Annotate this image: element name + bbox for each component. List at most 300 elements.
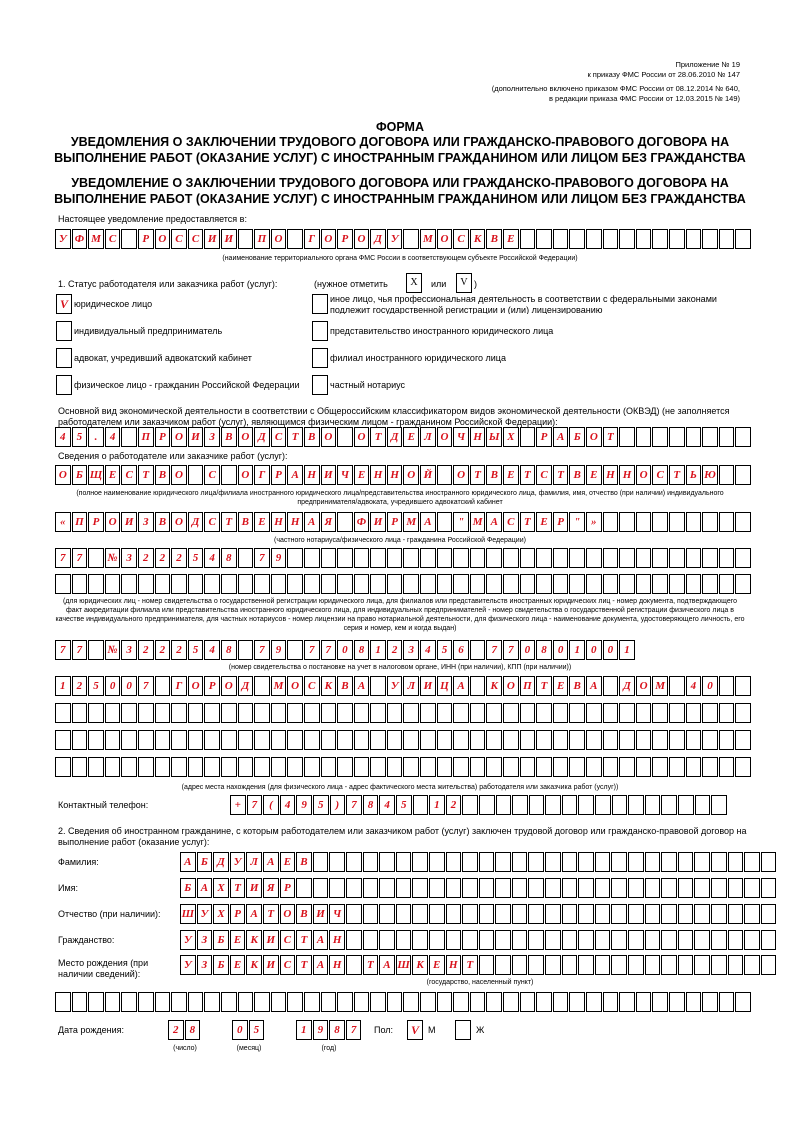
char-cell[interactable]: Д (619, 676, 635, 696)
char-cell[interactable]: М (652, 676, 668, 696)
char-cell[interactable] (569, 574, 585, 594)
char-cell[interactable] (155, 703, 171, 723)
char-cell[interactable] (171, 992, 187, 1012)
char-cell[interactable] (420, 548, 436, 568)
surname-grid[interactable] (180, 852, 777, 872)
char-cell[interactable]: П (520, 676, 536, 696)
char-cell[interactable] (611, 904, 627, 924)
char-cell[interactable]: 7 (55, 640, 71, 660)
char-cell[interactable] (387, 548, 403, 568)
char-cell[interactable]: 9 (313, 1020, 329, 1040)
char-cell[interactable] (744, 904, 760, 924)
char-cell[interactable]: Ч (453, 427, 469, 447)
char-cell[interactable]: Н (619, 465, 635, 485)
char-cell[interactable] (603, 512, 619, 532)
char-cell[interactable] (171, 730, 187, 750)
char-cell[interactable] (719, 676, 735, 696)
char-cell[interactable] (155, 757, 171, 777)
char-cell[interactable] (88, 757, 104, 777)
char-cell[interactable] (711, 878, 727, 898)
char-cell[interactable]: В (155, 465, 171, 485)
char-cell[interactable]: Н (329, 955, 345, 975)
char-cell[interactable] (287, 229, 303, 249)
char-cell[interactable] (254, 757, 270, 777)
char-cell[interactable]: 2 (138, 548, 154, 568)
char-cell[interactable] (287, 548, 303, 568)
char-cell[interactable]: 7 (346, 1020, 362, 1040)
employer-reg-grid[interactable] (55, 548, 752, 568)
char-cell[interactable] (486, 757, 502, 777)
char-cell[interactable]: 4 (204, 548, 220, 568)
char-cell[interactable]: Б (197, 852, 213, 872)
char-cell[interactable] (105, 574, 121, 594)
char-cell[interactable]: 8 (221, 548, 237, 568)
char-cell[interactable]: И (370, 512, 386, 532)
char-cell[interactable] (479, 930, 495, 950)
char-cell[interactable]: 2 (155, 640, 171, 660)
char-cell[interactable] (694, 878, 710, 898)
char-cell[interactable] (429, 878, 445, 898)
char-cell[interactable]: Е (254, 512, 270, 532)
char-cell[interactable]: . (88, 427, 104, 447)
char-cell[interactable] (188, 992, 204, 1012)
char-cell[interactable] (711, 795, 727, 815)
char-cell[interactable]: 8 (329, 1020, 345, 1040)
char-cell[interactable] (661, 878, 677, 898)
char-cell[interactable]: А (263, 852, 279, 872)
char-cell[interactable]: Д (254, 427, 270, 447)
char-cell[interactable] (578, 955, 594, 975)
checkbox-individual-entrepreneur[interactable] (56, 321, 72, 341)
char-cell[interactable]: К (246, 930, 262, 950)
char-cell[interactable] (387, 703, 403, 723)
char-cell[interactable] (420, 730, 436, 750)
char-cell[interactable]: Д (188, 512, 204, 532)
char-cell[interactable]: 9 (271, 548, 287, 568)
char-cell[interactable]: Е (105, 465, 121, 485)
char-cell[interactable] (612, 795, 628, 815)
char-cell[interactable]: И (188, 427, 204, 447)
char-cell[interactable] (495, 904, 511, 924)
char-cell[interactable]: Щ (88, 465, 104, 485)
char-cell[interactable]: Х (503, 427, 519, 447)
char-cell[interactable]: О (636, 676, 652, 696)
char-cell[interactable]: И (313, 904, 329, 924)
char-cell[interactable]: 0 (105, 676, 121, 696)
char-cell[interactable] (495, 930, 511, 950)
char-cell[interactable]: А (379, 955, 395, 975)
char-cell[interactable]: 1 (619, 640, 635, 660)
char-cell[interactable] (453, 730, 469, 750)
char-cell[interactable] (495, 852, 511, 872)
char-cell[interactable]: М (403, 512, 419, 532)
char-cell[interactable] (645, 930, 661, 950)
char-cell[interactable] (354, 703, 370, 723)
char-cell[interactable]: П (254, 229, 270, 249)
checkbox-individual-citizen[interactable] (56, 375, 72, 395)
char-cell[interactable]: К (412, 955, 428, 975)
char-cell[interactable] (545, 795, 561, 815)
char-cell[interactable] (346, 904, 362, 924)
char-cell[interactable]: 0 (121, 676, 137, 696)
char-cell[interactable] (254, 730, 270, 750)
char-cell[interactable] (669, 703, 685, 723)
char-cell[interactable] (669, 427, 685, 447)
char-cell[interactable] (536, 574, 552, 594)
char-cell[interactable] (453, 992, 469, 1012)
char-cell[interactable]: 2 (171, 548, 187, 568)
char-cell[interactable]: К (470, 229, 486, 249)
char-cell[interactable] (188, 465, 204, 485)
char-cell[interactable] (387, 574, 403, 594)
char-cell[interactable] (287, 640, 303, 660)
char-cell[interactable] (437, 730, 453, 750)
citizenship-grid[interactable] (180, 930, 777, 950)
char-cell[interactable] (453, 574, 469, 594)
char-cell[interactable] (636, 992, 652, 1012)
birthplace-grid[interactable] (180, 955, 777, 975)
char-cell[interactable]: 7 (247, 795, 263, 815)
char-cell[interactable]: 5 (437, 640, 453, 660)
char-cell[interactable]: 7 (138, 676, 154, 696)
char-cell[interactable]: К (246, 955, 262, 975)
char-cell[interactable] (702, 427, 718, 447)
char-cell[interactable] (719, 730, 735, 750)
char-cell[interactable] (595, 878, 611, 898)
char-cell[interactable] (728, 955, 744, 975)
char-cell[interactable] (370, 730, 386, 750)
char-cell[interactable] (719, 703, 735, 723)
char-cell[interactable]: 5 (188, 640, 204, 660)
char-cell[interactable] (512, 878, 528, 898)
char-cell[interactable] (545, 852, 561, 872)
char-cell[interactable]: Б (72, 465, 88, 485)
dob-day-grid[interactable] (168, 1020, 201, 1040)
char-cell[interactable] (603, 574, 619, 594)
char-cell[interactable]: Р (230, 904, 246, 924)
char-cell[interactable] (453, 703, 469, 723)
char-cell[interactable]: № (105, 640, 121, 660)
submitted-to-grid[interactable] (55, 229, 752, 249)
char-cell[interactable]: 9 (271, 640, 287, 660)
char-cell[interactable]: Е (536, 512, 552, 532)
char-cell[interactable] (536, 229, 552, 249)
char-cell[interactable] (702, 229, 718, 249)
employer-name-grid-1[interactable] (55, 465, 752, 485)
char-cell[interactable] (686, 574, 702, 594)
char-cell[interactable] (72, 730, 88, 750)
char-cell[interactable] (479, 795, 495, 815)
char-cell[interactable] (121, 757, 137, 777)
char-cell[interactable] (619, 427, 635, 447)
char-cell[interactable] (188, 730, 204, 750)
char-cell[interactable]: Д (238, 676, 254, 696)
char-cell[interactable] (702, 730, 718, 750)
char-cell[interactable]: Е (354, 465, 370, 485)
char-cell[interactable]: О (171, 512, 187, 532)
char-cell[interactable] (403, 574, 419, 594)
char-cell[interactable] (221, 574, 237, 594)
dob-year-grid[interactable] (296, 1020, 362, 1040)
char-cell[interactable] (761, 930, 777, 950)
sex-female-box[interactable] (455, 1020, 471, 1040)
char-cell[interactable] (669, 512, 685, 532)
char-cell[interactable] (669, 730, 685, 750)
char-cell[interactable]: О (188, 676, 204, 696)
char-cell[interactable] (536, 992, 552, 1012)
char-cell[interactable] (678, 930, 694, 950)
char-cell[interactable] (470, 703, 486, 723)
char-cell[interactable] (346, 852, 362, 872)
char-cell[interactable] (55, 574, 71, 594)
char-cell[interactable] (611, 878, 627, 898)
char-cell[interactable] (304, 757, 320, 777)
checkbox-lawyer[interactable] (56, 348, 72, 368)
char-cell[interactable]: 1 (569, 640, 585, 660)
char-cell[interactable] (595, 955, 611, 975)
char-cell[interactable] (363, 878, 379, 898)
char-cell[interactable]: О (155, 229, 171, 249)
char-cell[interactable]: 5 (88, 676, 104, 696)
char-cell[interactable] (238, 730, 254, 750)
char-cell[interactable]: 1 (429, 795, 445, 815)
char-cell[interactable]: Н (446, 955, 462, 975)
char-cell[interactable]: Т (296, 955, 312, 975)
char-cell[interactable] (711, 955, 727, 975)
char-cell[interactable]: З (197, 955, 213, 975)
char-cell[interactable] (337, 574, 353, 594)
char-cell[interactable]: И (321, 465, 337, 485)
char-cell[interactable] (636, 730, 652, 750)
char-cell[interactable]: О (403, 465, 419, 485)
char-cell[interactable]: Ю (702, 465, 718, 485)
char-cell[interactable]: 4 (204, 640, 220, 660)
char-cell[interactable]: Д (370, 229, 386, 249)
char-cell[interactable]: Ф (354, 512, 370, 532)
char-cell[interactable]: Т (669, 465, 685, 485)
char-cell[interactable] (661, 955, 677, 975)
char-cell[interactable] (520, 992, 536, 1012)
char-cell[interactable] (437, 757, 453, 777)
char-cell[interactable] (711, 904, 727, 924)
char-cell[interactable] (238, 574, 254, 594)
char-cell[interactable]: Т (520, 465, 536, 485)
char-cell[interactable] (719, 427, 735, 447)
employer-address-grid-4[interactable] (55, 757, 752, 777)
char-cell[interactable]: К (486, 676, 502, 696)
char-cell[interactable]: 2 (387, 640, 403, 660)
char-cell[interactable]: Т (230, 878, 246, 898)
char-cell[interactable] (652, 548, 668, 568)
checkbox-notary[interactable] (312, 375, 328, 395)
char-cell[interactable]: ) (330, 795, 346, 815)
char-cell[interactable] (636, 548, 652, 568)
char-cell[interactable] (354, 730, 370, 750)
char-cell[interactable]: Г (254, 465, 270, 485)
char-cell[interactable] (619, 992, 635, 1012)
char-cell[interactable] (569, 992, 585, 1012)
char-cell[interactable]: Ш (396, 955, 412, 975)
char-cell[interactable] (553, 757, 569, 777)
char-cell[interactable] (420, 992, 436, 1012)
char-cell[interactable] (686, 512, 702, 532)
char-cell[interactable] (694, 955, 710, 975)
char-cell[interactable] (188, 574, 204, 594)
char-cell[interactable]: А (313, 955, 329, 975)
char-cell[interactable] (603, 992, 619, 1012)
char-cell[interactable] (446, 930, 462, 950)
char-cell[interactable] (586, 229, 602, 249)
char-cell[interactable] (105, 730, 121, 750)
char-cell[interactable] (536, 548, 552, 568)
char-cell[interactable] (437, 992, 453, 1012)
char-cell[interactable] (652, 757, 668, 777)
char-cell[interactable] (645, 878, 661, 898)
char-cell[interactable] (603, 548, 619, 568)
char-cell[interactable]: М (470, 512, 486, 532)
char-cell[interactable] (329, 852, 345, 872)
char-cell[interactable] (520, 574, 536, 594)
char-cell[interactable]: Д (213, 852, 229, 872)
char-cell[interactable]: С (171, 229, 187, 249)
char-cell[interactable] (735, 730, 751, 750)
char-cell[interactable]: 7 (72, 548, 88, 568)
char-cell[interactable]: 0 (586, 640, 602, 660)
char-cell[interactable]: 4 (379, 795, 395, 815)
char-cell[interactable] (553, 992, 569, 1012)
char-cell[interactable] (545, 878, 561, 898)
char-cell[interactable] (238, 548, 254, 568)
char-cell[interactable] (470, 676, 486, 696)
char-cell[interactable] (586, 992, 602, 1012)
char-cell[interactable] (346, 955, 362, 975)
char-cell[interactable]: М (420, 229, 436, 249)
char-cell[interactable] (603, 703, 619, 723)
char-cell[interactable] (121, 229, 137, 249)
char-cell[interactable] (645, 955, 661, 975)
char-cell[interactable] (420, 703, 436, 723)
char-cell[interactable] (387, 730, 403, 750)
char-cell[interactable] (321, 730, 337, 750)
char-cell[interactable] (354, 574, 370, 594)
char-cell[interactable] (628, 904, 644, 924)
char-cell[interactable] (619, 229, 635, 249)
char-cell[interactable]: Б (180, 878, 196, 898)
char-cell[interactable] (520, 548, 536, 568)
char-cell[interactable] (486, 730, 502, 750)
char-cell[interactable]: 4 (280, 795, 296, 815)
char-cell[interactable] (370, 703, 386, 723)
char-cell[interactable] (719, 757, 735, 777)
char-cell[interactable]: О (321, 427, 337, 447)
char-cell[interactable]: О (586, 427, 602, 447)
char-cell[interactable]: Т (536, 676, 552, 696)
char-cell[interactable]: Е (280, 852, 296, 872)
char-cell[interactable] (462, 878, 478, 898)
char-cell[interactable] (287, 992, 303, 1012)
char-cell[interactable] (446, 852, 462, 872)
char-cell[interactable] (652, 574, 668, 594)
char-cell[interactable]: С (188, 229, 204, 249)
char-cell[interactable]: У (387, 229, 403, 249)
char-cell[interactable]: И (204, 229, 220, 249)
char-cell[interactable] (628, 930, 644, 950)
char-cell[interactable]: 3 (121, 548, 137, 568)
char-cell[interactable] (437, 574, 453, 594)
char-cell[interactable]: 2 (72, 676, 88, 696)
char-cell[interactable] (496, 795, 512, 815)
char-cell[interactable] (446, 904, 462, 924)
char-cell[interactable]: С (204, 465, 220, 485)
char-cell[interactable] (271, 992, 287, 1012)
char-cell[interactable] (304, 703, 320, 723)
char-cell[interactable] (379, 878, 395, 898)
char-cell[interactable] (595, 904, 611, 924)
char-cell[interactable]: А (313, 930, 329, 950)
char-cell[interactable]: К (321, 676, 337, 696)
char-cell[interactable]: В (238, 512, 254, 532)
char-cell[interactable] (354, 757, 370, 777)
char-cell[interactable]: С (204, 512, 220, 532)
char-cell[interactable] (520, 703, 536, 723)
char-cell[interactable] (486, 992, 502, 1012)
char-cell[interactable]: А (420, 512, 436, 532)
char-cell[interactable]: Т (263, 904, 279, 924)
char-cell[interactable]: Б (213, 955, 229, 975)
char-cell[interactable] (735, 992, 751, 1012)
char-cell[interactable]: О (238, 427, 254, 447)
char-cell[interactable] (735, 465, 751, 485)
char-cell[interactable] (121, 703, 137, 723)
char-cell[interactable] (628, 852, 644, 872)
char-cell[interactable] (669, 229, 685, 249)
char-cell[interactable] (204, 730, 220, 750)
char-cell[interactable]: 2 (171, 640, 187, 660)
char-cell[interactable] (420, 757, 436, 777)
char-cell[interactable]: В (569, 465, 585, 485)
char-cell[interactable] (379, 852, 395, 872)
char-cell[interactable] (528, 852, 544, 872)
char-cell[interactable]: Я (263, 878, 279, 898)
char-cell[interactable] (503, 757, 519, 777)
char-cell[interactable] (761, 904, 777, 924)
char-cell[interactable] (686, 992, 702, 1012)
char-cell[interactable] (271, 757, 287, 777)
char-cell[interactable] (55, 730, 71, 750)
char-cell[interactable] (735, 548, 751, 568)
char-cell[interactable] (569, 757, 585, 777)
char-cell[interactable]: О (287, 676, 303, 696)
char-cell[interactable] (694, 930, 710, 950)
char-cell[interactable] (337, 757, 353, 777)
char-cell[interactable] (337, 992, 353, 1012)
char-cell[interactable]: Ц (437, 676, 453, 696)
char-cell[interactable]: Л (246, 852, 262, 872)
char-cell[interactable]: П (138, 427, 154, 447)
char-cell[interactable] (470, 640, 486, 660)
char-cell[interactable]: О (271, 229, 287, 249)
char-cell[interactable]: У (180, 955, 196, 975)
employer-tax-grid[interactable] (55, 640, 636, 660)
char-cell[interactable] (363, 930, 379, 950)
char-cell[interactable] (562, 878, 578, 898)
char-cell[interactable] (735, 703, 751, 723)
char-cell[interactable] (155, 676, 171, 696)
char-cell[interactable] (121, 730, 137, 750)
char-cell[interactable]: 5 (249, 1020, 265, 1040)
char-cell[interactable] (271, 730, 287, 750)
char-cell[interactable] (711, 852, 727, 872)
